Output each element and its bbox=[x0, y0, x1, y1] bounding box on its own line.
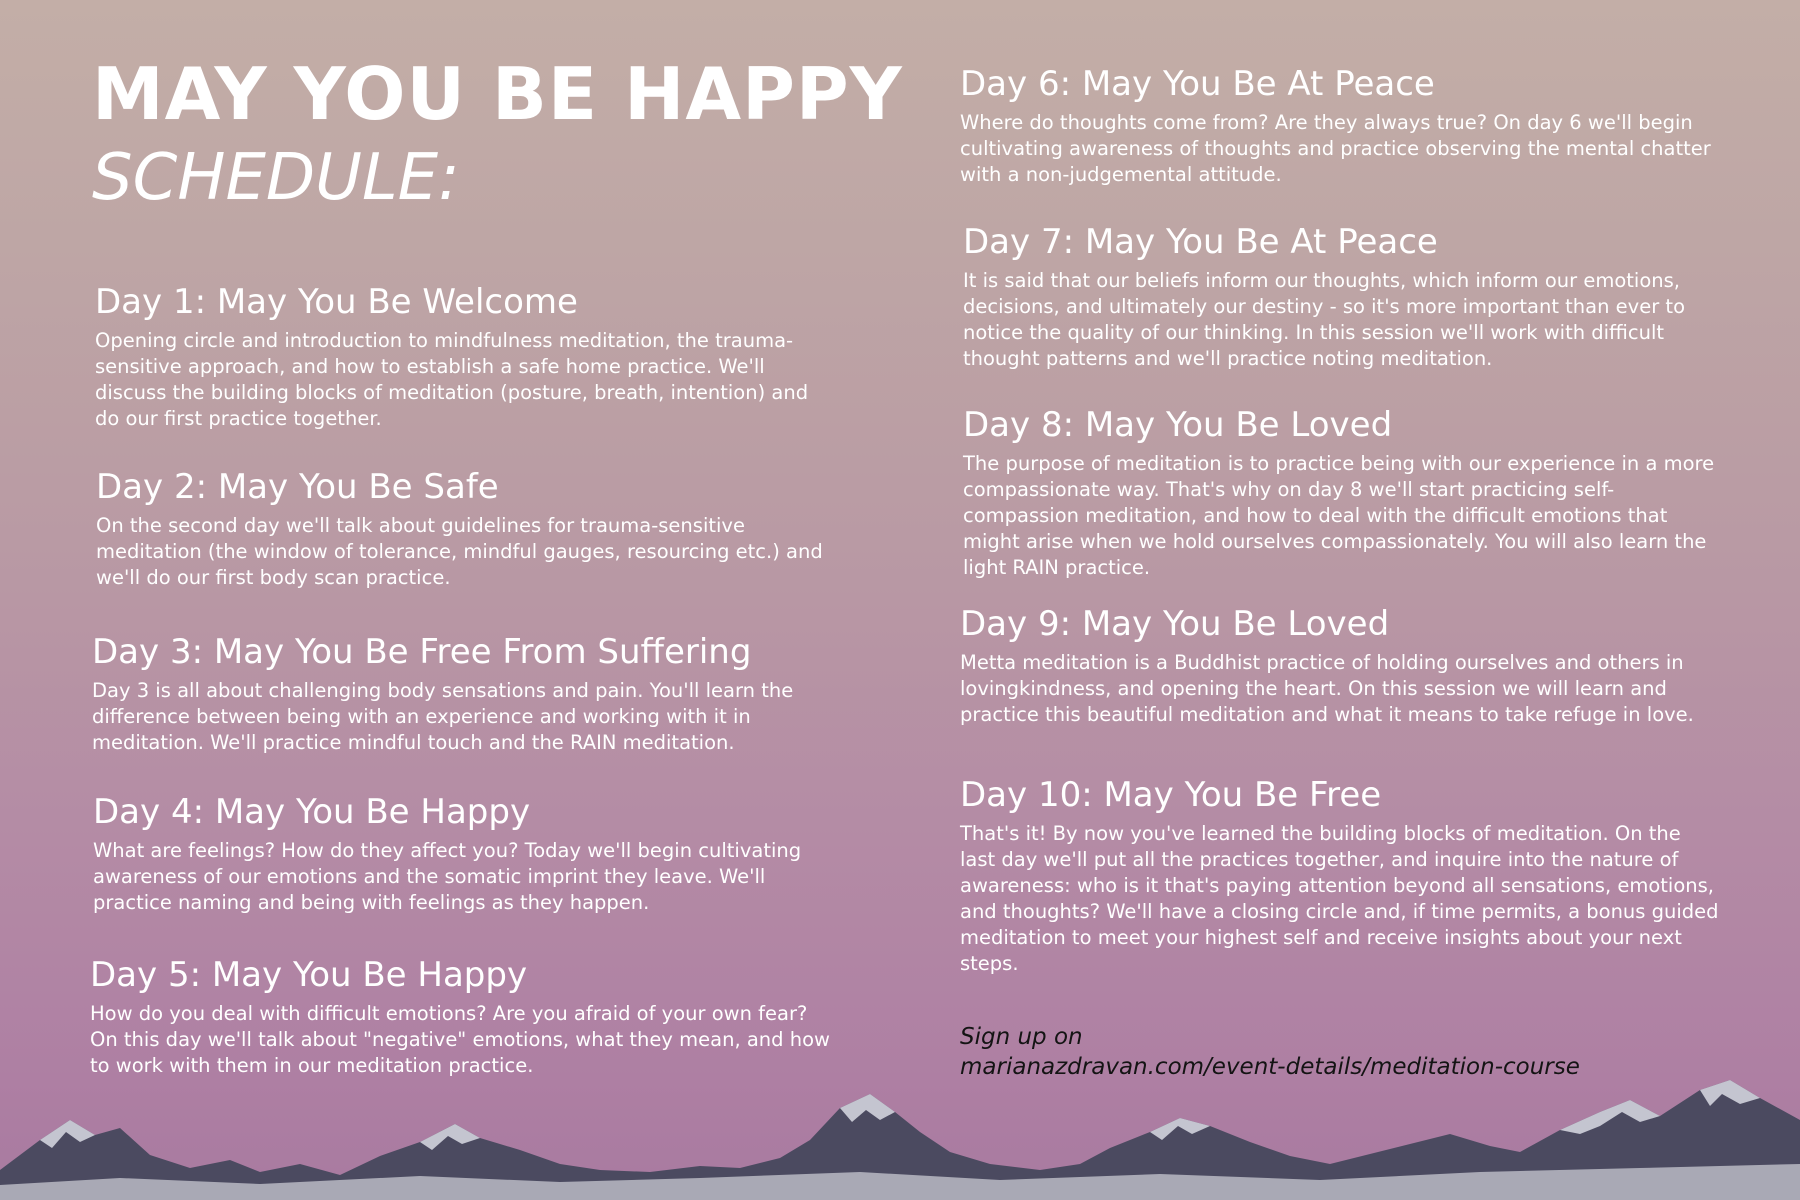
day-9-description: Metta meditation is a Buddhist practice of holding ourselves and others in lovingkindness, and opening the heart. On this session we will learn and practice this beautiful meditation and what it means to take refuge in love. bbox=[960, 651, 1694, 726]
signup-label: Sign up on bbox=[960, 1024, 1083, 1050]
day-7-section bbox=[963, 222, 1723, 372]
day-2-title: Day 2: May You Be Safe bbox=[96, 467, 499, 507]
day-2-description: On the second day we'll talk about guidelines for trauma-sensitive meditation (the window of tolerance, mindful gauges, resourcing etc.) and we'll do our first body scan practice. bbox=[96, 514, 823, 589]
day-4-section bbox=[93, 792, 833, 916]
day-3-description: Day 3 is all about challenging body sensations and pain. You'll learn the difference between being with an experience and working with it in meditation. We'll practice mindful touch and the RAIN meditation. bbox=[92, 679, 794, 754]
day-8-section bbox=[963, 405, 1723, 581]
signup-block bbox=[960, 1022, 1580, 1082]
day-9-section bbox=[960, 604, 1720, 728]
page-title: MAY YOU BE HAPPY bbox=[92, 52, 903, 136]
day-6-section bbox=[960, 64, 1720, 188]
day-4-description: What are feelings? How do they affect you? Today we'll begin cultivating awareness of our emotions and the somatic imprint they leave. We'll practice naming and being with feelings as they happen. bbox=[93, 839, 802, 914]
day-5-title: Day 5: May You Be Happy bbox=[90, 955, 528, 995]
day-6-description: Where do thoughts come from? Are they always true? On day 6 we'll begin cultivating awareness of thoughts and practice observing the mental chatter with a non-judgemental attitude. bbox=[960, 111, 1711, 186]
signup-url-link[interactable]: marianazdravan.com/event-details/meditation-course bbox=[960, 1054, 1580, 1080]
day-1-section bbox=[95, 282, 835, 432]
day-2-section bbox=[96, 467, 836, 591]
day-7-description: It is said that our beliefs inform our thoughts, which inform our emotions, decisions, and ultimately our destiny - so it's more important than ever to notice the quality of our thinking. In this session we'll work with difficult thought patterns and we'll practice noting meditation. bbox=[963, 269, 1685, 370]
day-10-description: That's it! By now you've learned the building blocks of meditation. On the last day we'll put all the practices together, and inquire into the nature of awareness: who is it that's paying attention beyond all sensations, emotions, and thoughts? We'll have a closing circle and, if time permits, a bonus guided meditation to meet your highest self and receive insights about your next steps. bbox=[960, 822, 1719, 975]
day-1-description: Opening circle and introduction to mindfulness meditation, the trauma-sensitive approach, and how to establish a safe home practice. We'll discuss the building blocks of meditation (posture, breath, intention) and do our first practice together. bbox=[95, 329, 809, 430]
day-10-title: Day 10: May You Be Free bbox=[960, 775, 1382, 815]
day-4-title: Day 4: May You Be Happy bbox=[93, 792, 531, 832]
day-10-section bbox=[960, 775, 1720, 977]
page-subtitle: SCHEDULE: bbox=[92, 141, 460, 215]
day-9-title: Day 9: May You Be Loved bbox=[960, 604, 1390, 644]
day-3-title: Day 3: May You Be Free From Suffering bbox=[92, 632, 752, 672]
day-7-title: Day 7: May You Be At Peace bbox=[963, 222, 1438, 262]
day-3-section bbox=[92, 632, 832, 756]
day-8-description: The purpose of meditation is to practice being with our experience in a more compassionate way. That's why on day 8 we'll start practicing self-compassion meditation, and how to deal with the difficult emotions that might arise when we hold ourselves compassionately. You will also learn the light RAIN practice. bbox=[963, 452, 1715, 579]
day-6-title: Day 6: May You Be At Peace bbox=[960, 64, 1435, 104]
day-5-section bbox=[90, 955, 830, 1079]
day-1-title: Day 1: May You Be Welcome bbox=[95, 282, 578, 322]
day-8-title: Day 8: May You Be Loved bbox=[963, 405, 1393, 445]
day-5-description: How do you deal with difficult emotions? Are you afraid of your own fear? On this day we'll talk about "negative" emotions, what they mean, and how to work with them in our meditation practice. bbox=[90, 1002, 830, 1077]
